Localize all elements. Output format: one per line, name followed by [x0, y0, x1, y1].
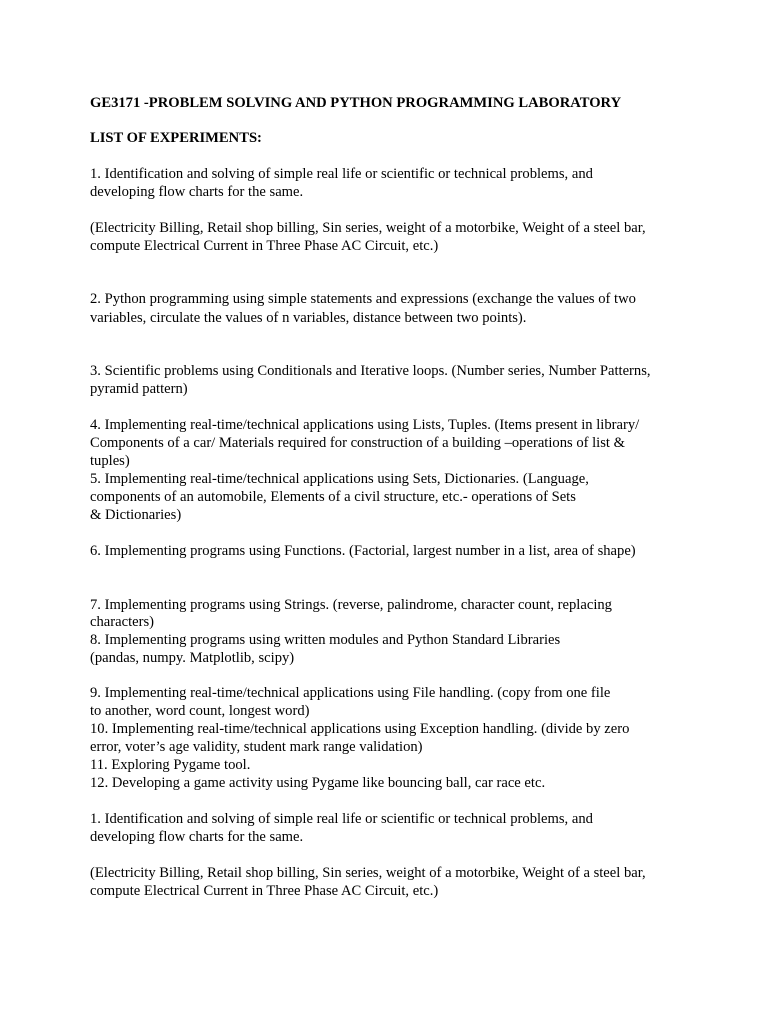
- experiment-1-examples-line-2: compute Electrical Current in Three Phase AC Circuit, etc.): [90, 238, 439, 254]
- experiment-7-line-2: characters): [90, 614, 154, 630]
- document-title: GE3171 -PROBLEM SOLVING AND PYTHON PROGRAMMING LABORATORY: [90, 95, 622, 111]
- experiment-4-line-3: tuples): [90, 453, 130, 469]
- experiment-7-line-1: 7. Implementing programs using Strings. (reverse, palindrome, character count, replacing: [90, 597, 612, 613]
- experiment-8-line-2: (pandas, numpy. Matplotlib, scipy): [90, 650, 295, 666]
- repeat-experiment-1-line-2: developing flow charts for the same.: [90, 829, 304, 845]
- experiment-4-line-1: 4. Implementing real-time/technical applications using Lists, Tuples. (Items present in library/: [90, 417, 640, 433]
- experiment-10-line-1: 10. Implementing real-time/technical applications using Exception handling. (divide by zero: [90, 721, 630, 737]
- experiment-9-line-2: to another, word count, longest word): [90, 703, 310, 719]
- experiment-4-line-2: Components of a car/ Materials required for construction of a building –operations of list &: [90, 435, 625, 451]
- experiment-1-line-2: developing flow charts for the same.: [90, 184, 304, 200]
- experiment-5-line-1: 5. Implementing real-time/technical applications using Sets, Dictionaries. (Language,: [90, 471, 589, 487]
- repeat-examples-line-2: compute Electrical Current in Three Phase AC Circuit, etc.): [90, 883, 439, 899]
- experiment-12-line-1: 12. Developing a game activity using Pygame like bouncing ball, car race etc.: [90, 775, 546, 791]
- repeat-experiment-1-line-1: 1. Identification and solving of simple real life or scientific or technical problems, and: [90, 811, 593, 827]
- experiment-10-line-2: error, voter’s age validity, student mark range validation): [90, 739, 423, 755]
- list-heading: LIST OF EXPERIMENTS:: [90, 130, 262, 146]
- experiment-1-examples-line-1: (Electricity Billing, Retail shop billing, Sin series, weight of a motorbike, Weight of a steel bar,: [90, 220, 646, 236]
- experiment-2-line-2: variables, circulate the values of n variables, distance between two points).: [90, 310, 527, 326]
- experiment-11-line-1: 11. Exploring Pygame tool.: [90, 757, 251, 773]
- experiment-2-line-1: 2. Python programming using simple statements and expressions (exchange the values of two: [90, 291, 636, 307]
- experiment-9-line-1: 9. Implementing real-time/technical applications using File handling. (copy from one file: [90, 685, 611, 701]
- experiment-8-line-1: 8. Implementing programs using written modules and Python Standard Libraries: [90, 632, 561, 648]
- experiment-3-line-2: pyramid pattern): [90, 381, 188, 397]
- experiment-5-line-2: components of an automobile, Elements of a civil structure, etc.- operations of Sets: [90, 489, 576, 505]
- experiment-3-line-1: 3. Scientific problems using Conditionals and Iterative loops. (Number series, Number Patterns,: [90, 363, 651, 379]
- experiment-6-line-1: 6. Implementing programs using Functions. (Factorial, largest number in a list, area of shape): [90, 543, 636, 559]
- experiment-5-line-3: & Dictionaries): [90, 507, 182, 523]
- experiment-1-line-1: 1. Identification and solving of simple real life or scientific or technical problems, and: [90, 166, 593, 182]
- repeat-examples-line-1: (Electricity Billing, Retail shop billing, Sin series, weight of a motorbike, Weight of a steel bar,: [90, 865, 646, 881]
